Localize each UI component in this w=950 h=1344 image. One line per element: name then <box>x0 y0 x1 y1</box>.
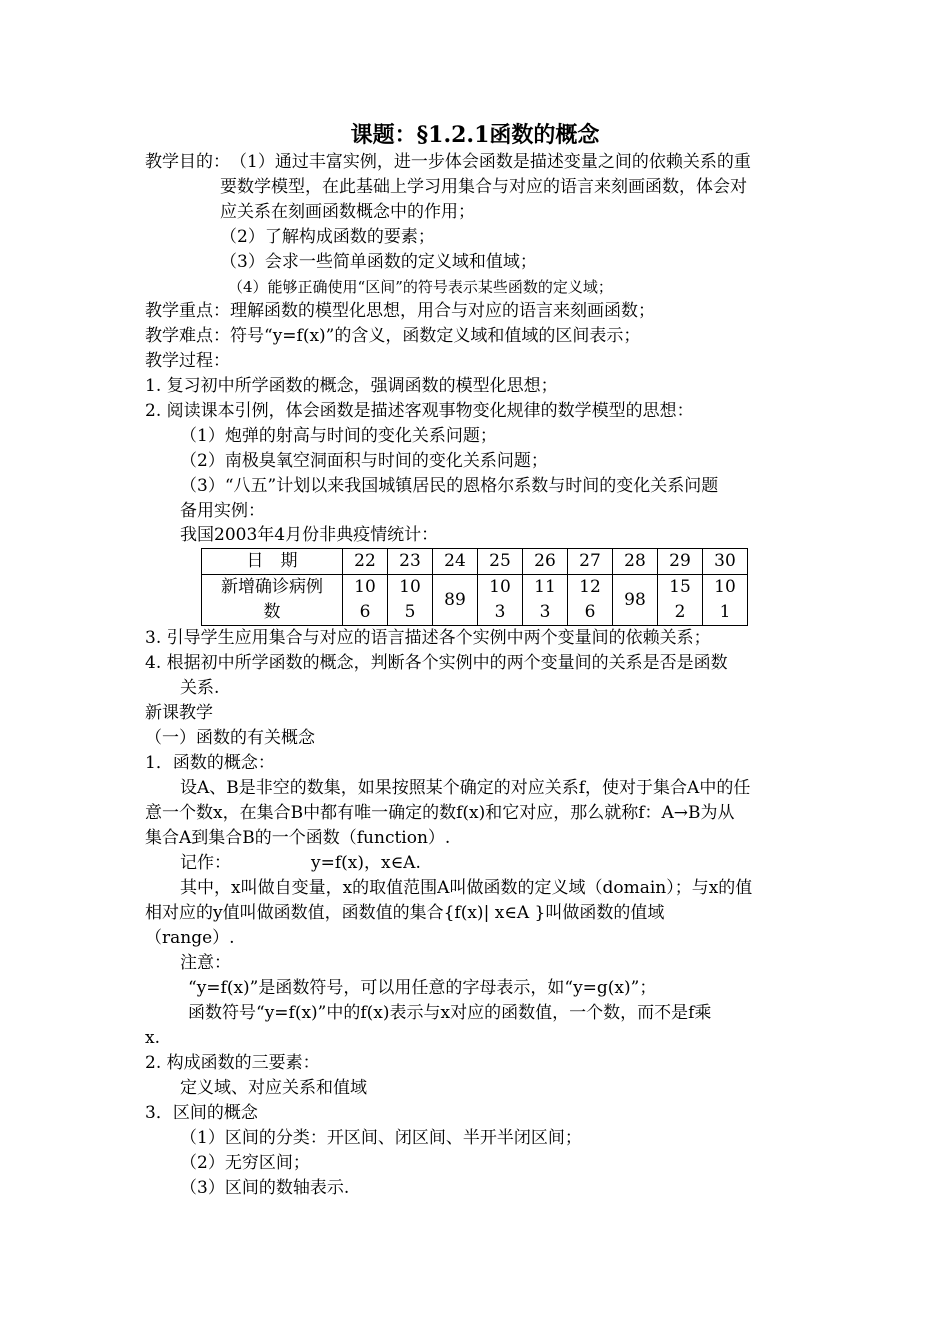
concept-1-line-1: 设A、B是非空的数集，如果按照某个确定的对应关系f，使对于集合A中的任 <box>180 778 751 798</box>
note-2-line-1: 函数符号“y=f(x)”中的f(x)表示与x对应的函数值，一个数，而不是f乘 <box>188 1003 712 1023</box>
day-cell: 28 <box>613 549 658 575</box>
cases-cell <box>568 575 613 626</box>
domain-line-1: 其中，x叫做自变量，x的取值范围A叫做函数的定义域（domain）；与x的值 <box>180 878 753 898</box>
goal-line-2: 要数学模型，在此基础上学习用集合与对应的语言来刻画函数，体会对 <box>220 177 747 197</box>
process-label: 教学过程： <box>145 351 230 371</box>
note-1: “y=f(x)”是函数符号，可以用任意的字母表示，如“y=g(x)”； <box>188 978 657 998</box>
key-point: 教学重点：理解函数的模型化思想，用合与对应的语言来刻画函数； <box>145 301 655 321</box>
domain-line-3: （range）. <box>145 928 235 948</box>
table-header-date: 日 期 <box>202 549 343 575</box>
difficulty: 教学难点：符号“y=f(x)”的含义，函数定义域和值域的区间表示； <box>145 326 641 346</box>
new-lesson-heading: 新课教学 <box>145 703 213 723</box>
cases-top: 11 <box>534 577 556 597</box>
day-cell: 23 <box>388 549 433 575</box>
cases-value: 98 <box>624 589 646 610</box>
step-4-line-1: 4. 根据初中所学函数的概念，判断各个实例中的两个变量间的关系是否是函数 <box>145 653 728 673</box>
table-header-cases <box>202 575 343 626</box>
day-cell: 25 <box>478 549 523 575</box>
domain-line-2: 相对应的y值叫做函数值，函数值的集合{f(x)| x∈A }叫做函数的值域 <box>145 903 665 923</box>
cases-bottom: 6 <box>359 602 371 622</box>
concept-1-title: 1．函数的概念： <box>145 753 275 773</box>
cases-bottom: 6 <box>584 602 596 622</box>
step-3: 3. 引导学生应用集合与对应的语言描述各个实例中两个变量间的依赖关系； <box>145 628 711 648</box>
goal-label: 教学目的： <box>145 152 230 172</box>
note-2-line-2: x. <box>145 1028 160 1048</box>
goal-line-3: 应关系在刻画函数概念中的作用； <box>220 202 475 222</box>
goal-item-3: （3）会求一些简单函数的定义域和值域； <box>220 252 537 272</box>
concept-3-item-1: （1）区间的分类：开区间、闭区间、半开半闭区间； <box>180 1128 582 1148</box>
cases-cell <box>658 575 703 626</box>
goal-item-2: （2）了解构成函数的要素； <box>220 227 435 247</box>
cases-cell <box>478 575 523 626</box>
backup-example-label: 备用实例： <box>180 501 265 521</box>
step-4-line-2: 关系. <box>180 678 220 698</box>
step-2: 2. 阅读课本引例，体会函数是描述客观事物变化规律的数学模型的思想： <box>145 401 694 421</box>
step-2-item-1: （1）炮弹的射高与时间的变化关系问题； <box>180 426 497 446</box>
cases-bottom: 2 <box>674 602 686 622</box>
cases-header-line-1: 新增确诊病例 <box>221 577 323 597</box>
goal-line-1: （1）通过丰富实例，进一步体会函数是描述变量之间的依赖关系的重 <box>230 152 751 172</box>
concept-1-line-2: 意一个数x，在集合B中都有唯一确定的数f(x)和它对应，那么就称f：A→B为从 <box>145 803 735 823</box>
cases-top: 15 <box>669 577 691 597</box>
table-row <box>202 549 748 575</box>
concept-3-item-3: （3）区间的数轴表示. <box>180 1178 350 1198</box>
cases-top: 10 <box>399 577 421 597</box>
day-cell: 27 <box>568 549 613 575</box>
cases-cell <box>433 575 478 626</box>
notation-label: 记作： <box>180 853 231 873</box>
cases-cell <box>388 575 433 626</box>
day-cell: 26 <box>523 549 568 575</box>
cases-top: 10 <box>714 577 736 597</box>
table-row <box>202 575 748 626</box>
step-2-item-3: （3）“八五”计划以来我国城镇居民的恩格尔系数与时间的变化关系问题 <box>180 476 719 496</box>
sars-statistics-table <box>201 548 748 626</box>
cases-bottom: 3 <box>494 602 506 622</box>
cases-cell <box>703 575 748 626</box>
cases-cell <box>523 575 568 626</box>
cases-bottom: 5 <box>404 602 416 622</box>
cases-top: 10 <box>354 577 376 597</box>
cases-cell <box>343 575 388 626</box>
cases-bottom: 1 <box>719 602 731 622</box>
concept-2-title: 2. 构成函数的三要素： <box>145 1053 320 1073</box>
notation-formula: y=f(x)，x∈A. <box>311 853 421 873</box>
concept-3-title: 3．区间的概念 <box>145 1103 258 1123</box>
concept-2-body: 定义域、对应关系和值域 <box>180 1078 367 1098</box>
goal-item-4: （4）能够正确使用“区间”的符号表示某些函数的定义域； <box>228 278 613 296</box>
concept-3-item-2: （2）无穷区间； <box>180 1153 310 1173</box>
cases-header-line-2: 数 <box>263 602 281 622</box>
step-2-item-2: （2）南极臭氧空洞面积与时间的变化关系问题； <box>180 451 548 471</box>
day-cell: 24 <box>433 549 478 575</box>
cases-top: 12 <box>579 577 601 597</box>
concept-1-line-3: 集合A到集合B的一个函数（function）. <box>145 828 451 848</box>
table-caption: 我国2003年4月份非典疫情统计： <box>180 525 439 545</box>
day-cell: 22 <box>343 549 388 575</box>
cases-cell <box>613 575 658 626</box>
cases-bottom: 3 <box>539 602 551 622</box>
day-cell: 29 <box>658 549 703 575</box>
cases-value: 89 <box>444 589 466 610</box>
step-1: 1. 复习初中所学函数的概念，强调函数的模型化思想； <box>145 376 558 396</box>
day-cell: 30 <box>703 549 748 575</box>
cases-top: 10 <box>489 577 511 597</box>
note-label: 注意： <box>180 953 231 973</box>
page-title: 课题：§1.2.1函数的概念 <box>350 122 600 148</box>
section-1-heading: （一）函数的有关概念 <box>145 728 315 748</box>
